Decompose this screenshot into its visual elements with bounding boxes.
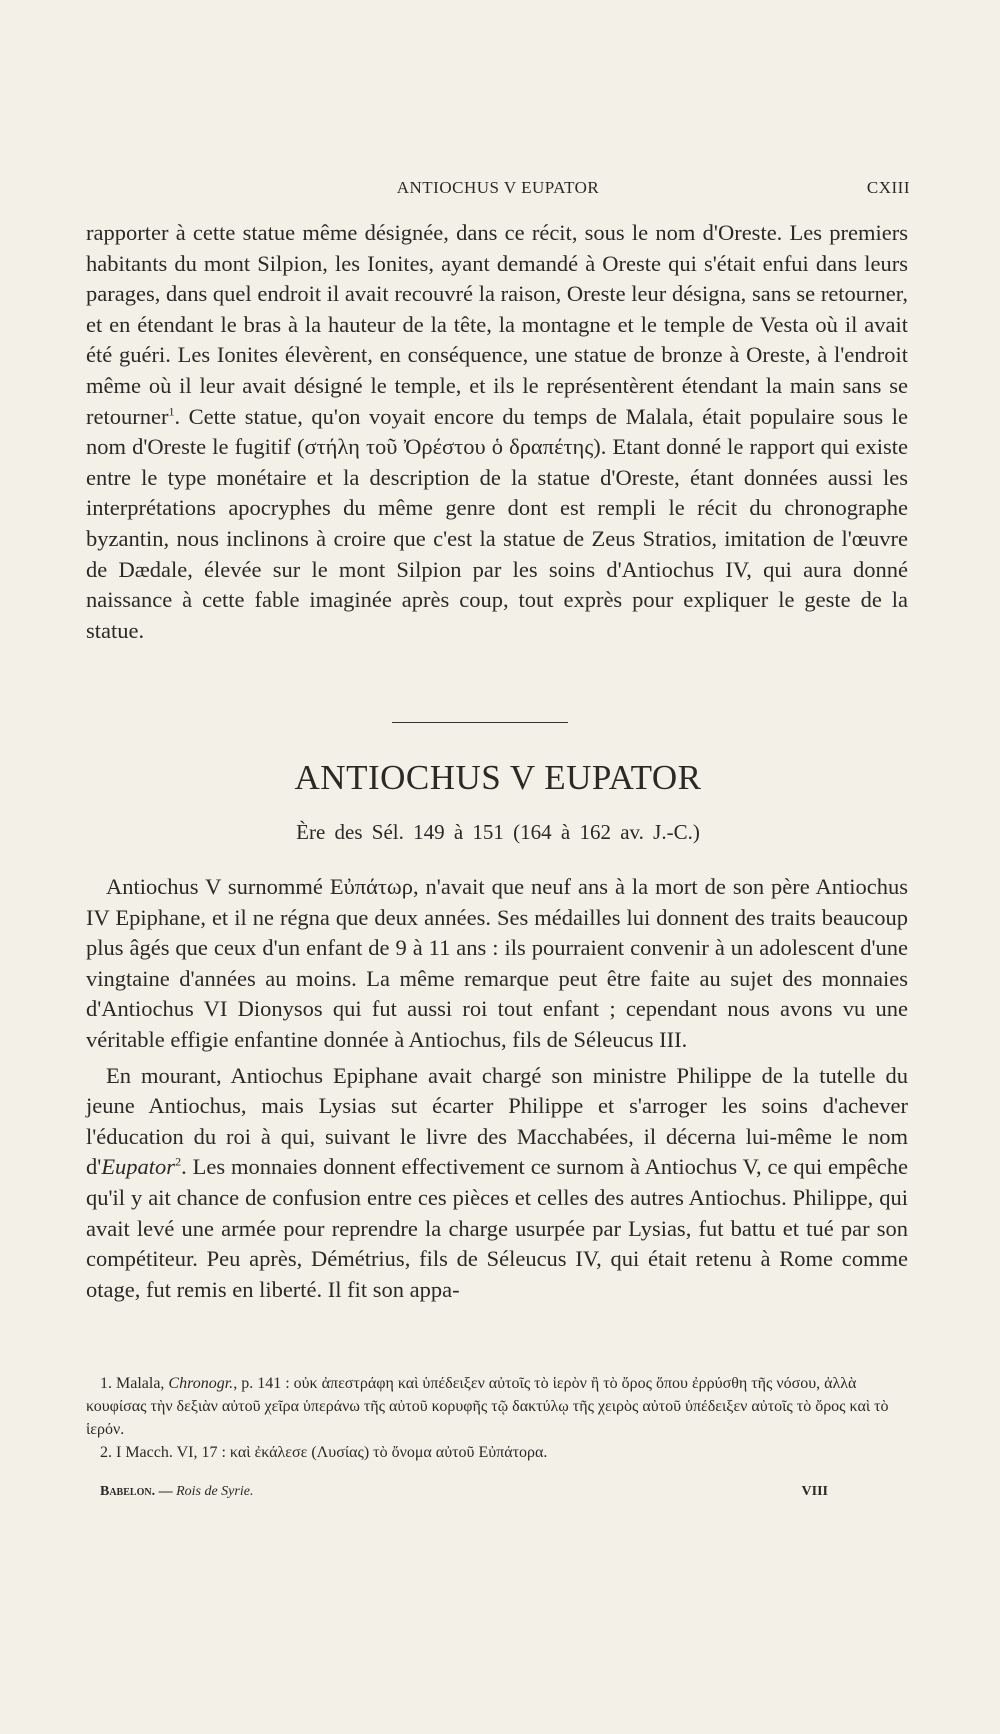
- footnote-2: [86, 1441, 908, 1464]
- footnote-1-work: Chronogr.: [168, 1375, 234, 1392]
- footnote-1-number: 1.: [100, 1375, 112, 1392]
- carryover-text-continued: . Cette statue, qu'on voyait encore du temps de Malala, était populaire sous le nom d'Oreste le fugitif (στήλη τοῦ Ὀρέστου ὁ δραπέτης). Etant donné le rapport qui existe entre le type monétaire et la description de la statue d'Oreste, étant données aussi les interprétations apocryphes du même genre dont est rempli le récit du chronographe byzantin, nous inclinons à croire que c'est la statue de Zeus Stratios, imitation de l'œuvre de Dædale, élevée sur le mont Silpion par les soins d'Antiochus IV, qui aura donné naissance à cette fable imaginée après coup, tout exprès pour expliquer le geste de la statue.: [86, 403, 908, 643]
- footnotes: [86, 1372, 908, 1464]
- footnote-2-text: I Macch. VI, 17 : καὶ ἐκάλεσε (Λυσίας) τὸ ὄνομα αὐτοῦ Εὐπάτορα.: [116, 1444, 548, 1461]
- section-body: [86, 872, 908, 1305]
- carryover-paragraph: [86, 218, 908, 646]
- signature-separator: —: [155, 1484, 177, 1499]
- signature-title: Rois de Syrie.: [176, 1484, 254, 1499]
- paragraph-2-text: En mourant, Antiochus Epiphane avait chargé son ministre Philippe de la tutelle du jeune Antiochus, mais Lysias sut écarter Philippe et s'arroger les soins d'achever l'éducation du roi à qui, suivant le livre des Macchabées, il décerna lui-même le nom d': [86, 1062, 908, 1180]
- footnote-ref-2: 2: [175, 1154, 182, 1169]
- sheet-number: VIII: [801, 1484, 828, 1499]
- running-title: ANTIOCHUS V EUPATOR: [396, 178, 600, 197]
- footnote-2-number: 2.: [100, 1444, 112, 1461]
- page-folio: CXIII: [866, 178, 910, 197]
- eupator-italic: Eupator: [101, 1154, 176, 1180]
- paragraph-2-text-continued: . Les monnaies donnent effectivement ce surnom à Antiochus V, ce qui empêche qu'il y ait chance de confusion entre ces pièces et celles des autres Antiochus. Philippe, qui avait levé une armée pour reprendre la charge usurpée par Lysias, fut battu et tué par son compétiteur. Peu après, Démétrius, fils de Séleucus IV, qui était retenu à Rome comme otage, fut remis en liberté. Il fit son appa-: [86, 1154, 908, 1302]
- section-title: ANTIOCHUS V EUPATOR: [294, 758, 702, 797]
- carryover-text: rapporter à cette statue même désignée, dans ce récit, sous le nom d'Oreste. Les premiers habitants du mont Silpion, les Ionites, ayant demandé à Oreste qui s'était enfui dans leurs parages, dans quel endroit il avait recouvré la raison, Oreste leur désigna, sans se retourner, et en étendant le bras à la hauteur de la tête, la montagne et le temple de Vesta où il avait été guéri. Les Ionites élevèrent, en conséquence, une statue de bronze à Oreste, à l'endroit même où il leur avait désigné le temple, et ils le représentèrent étendant la main sans se retourner: [86, 220, 908, 429]
- signature-name: Babelon.: [100, 1484, 156, 1499]
- paragraph-1: Antiochus V surnommé Εὐπάτωρ, n'avait que neuf ans à la mort de son père Antiochus IV Epiphane, et il ne régna que deux années. Ses médailles lui donnent des traits beaucoup plus âgés que ceux d'un enfant de 9 à 11 ans : ils pourraient convenir à un adolescent d'une vingtaine d'années au moins. La même remarque peut être faite au sujet des monnaies d'Antiochus VI Dionysos qui fut aussi roi tout enfant ; cependant nous avons vu une véritable effigie enfantine donnée à Antiochus, fils de Séleucus III.: [86, 874, 908, 1052]
- era-dates: Ère des Sél. 149 à 151 (164 à 162 av. J.-C.): [296, 820, 700, 844]
- running-head: [86, 178, 910, 208]
- footnote-1-text: , p. 141 : οὐκ ἀπεστράφη καὶ ὑπέδειξεν αὐτοῖς τὸ ἱερὸν ἢ τὸ ὄρος ὅπου ἐρρύσθη τῆς νόσου, ἀλλὰ κουφίσας τὴν δεξιὰν αὐτοῦ χεῖρα ὑπεράνω τῆς αὐτοῦ κορυφῆς τῷ δακτύλῳ τῆς χειρὸς αὐτοῦ ὑπέδειξεν αὐτοῖς τὸ ὄρος καὶ τὸ ἱερόν.: [86, 1375, 889, 1438]
- paragraph-2: [86, 1061, 908, 1306]
- section-divider: [392, 722, 568, 723]
- carryover-paragraph-block: [86, 218, 908, 646]
- printer-signature: [100, 1484, 253, 1500]
- page-footer: [100, 1484, 828, 1506]
- footnote-ref-1: 1: [168, 404, 175, 419]
- footnote-1-author: Malala,: [116, 1375, 169, 1392]
- footnote-1: [86, 1372, 908, 1441]
